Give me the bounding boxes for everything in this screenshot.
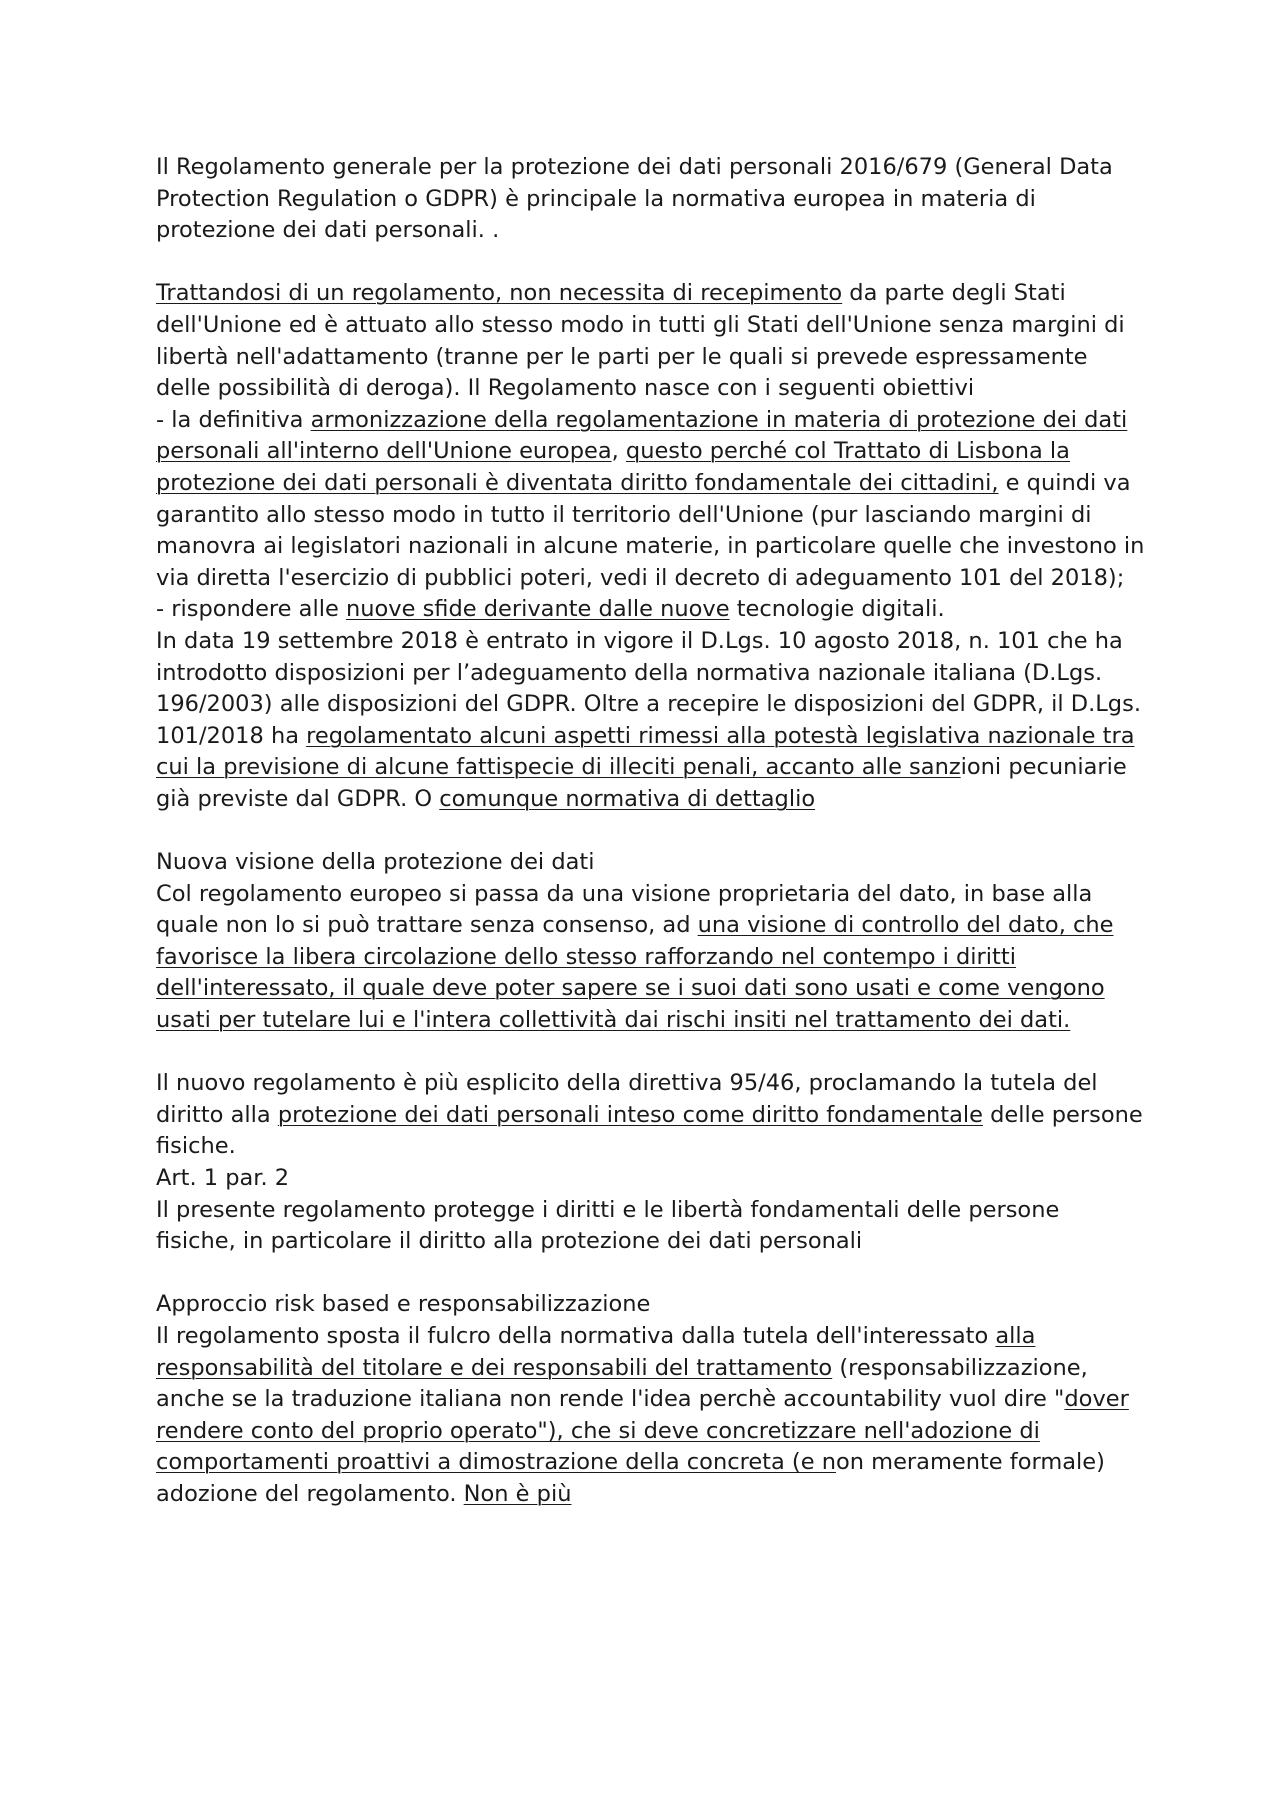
paragraph-risk [156,1321,1146,1511]
paragraph-recepimento [156,278,1146,404]
text-run: on meramente formale) adozione del regolamento. [156,1449,1105,1507]
text-run: Art. 1 par. 2 [156,1165,290,1191]
paragraph-art-1 [156,1163,1146,1195]
paragraph-spacer [156,1037,1146,1069]
paragraph-obiettivo-1 [156,405,1146,595]
document-page [156,152,1146,1511]
underlined-text: protezione dei dati personali inteso come diritto fondamentale [277,1101,983,1128]
underlined-text: una visione di controllo del dato, che favorisce la libera circolazione dello stesso rafforzando nel contempo i diritti dell'interessato, il quale deve poter sapere se i suoi dati sono usati e come vengono usati per tutelare lui e l'intera collettività dai rischi insiti nel trattamento dei dati. [156,912,1114,1034]
paragraph-art-1-text [156,1195,1146,1258]
paragraph-dlgs-101 [156,626,1146,816]
text-run: tecnologie digitali. [729,596,945,623]
text-run: Nuova visione della protezione dei dati [156,849,595,876]
underlined-text: regolamentato alcuni aspetti rimessi alla potestà legislativa nazionale tra cui la previsione di alcune fattispecie di illeciti penali, accanto alle sanz [156,722,1135,781]
text-run: e quindi va garantito allo stesso modo in tutto il territorio dell'Unione (pur lasciando margini di manovra ai legislatori nazionali in alcune materie, in particolare quelle che investono in via diretta l'esercizio di pubblici poteri, vedi il decreto di adeguamento 101 del 2018); [156,469,1145,591]
paragraph-intro [156,152,1146,247]
text-run: ioni pecuniarie già previste dal GDPR. O [156,754,1127,812]
underlined-text: alla responsabilità del titolare e dei responsabili del trattamento [156,1322,1036,1381]
text-run: da parte degli Stati dell'Unione ed è attuato allo stesso modo in tutti gli Stati dell'Unione senza margini di libertà nell'adattamento (tranne per le parti per le quali si prevede espressamente delle possibilità di deroga). Il Regolamento nasce con i seguenti obiettivi [156,280,1125,402]
text-run: Il regolamento sposta il fulcro della normativa dalla tutela dell'interessato [156,1322,996,1349]
underlined-text: armonizzazione della regolamentazione in materia di protezione dei dati personali all'interno dell'Unione europea [156,406,1128,465]
underlined-text: Non è più [463,1480,572,1507]
text-run: In data 19 settembre 2018 è entrato in vigore il D.Lgs. 10 agosto 2018, n. 101 che ha introdotto disposizioni per l’adeguamento della normativa nazionale italiana (D.Lgs. 196/2003) alle disposizioni del GDPR. Oltre a recepire le disposizioni del GDPR, il D.Lgs. 101/2018 ha [156,627,1141,749]
text-run: Il presente regolamento protegge i diritti e le libertà fondamentali delle persone fisiche, in particolare il diritto alla protezione dei dati personali [156,1196,1060,1255]
paragraph-direttiva [156,1068,1146,1163]
text-run: (responsabilizzazione, anche se la traduzione italiana non rende l'idea perchè accountability vuol dire " [156,1354,1088,1413]
paragraph-spacer [156,1258,1146,1290]
paragraph-obiettivo-2 [156,594,1146,626]
underlined-text: dover rendere conto del proprio operato"), che si deve concretizzare nell'adozione di comportamenti proattivi a dimostrazione della concreta (e n [156,1386,1129,1476]
text-run: delle persone fisiche. [156,1101,1143,1160]
underlined-text: comunque normativa di dettaglio [439,785,816,812]
paragraph-nuova-visione-title [156,847,1146,879]
text-run: Il Regolamento generale per la protezione dei dati personali 2016/679 (General Data Protection Regulation o GDPR) è principale la normativa europea in materia di protezione dei dati personali. . [156,154,1113,244]
text-run: , [611,438,626,465]
text-run: Approccio risk based e responsabilizzazione [156,1291,651,1318]
text-run: - rispondere alle [156,596,346,623]
paragraph-spacer [156,815,1146,847]
paragraph-risk-title [156,1289,1146,1321]
underlined-text: Trattandosi di un regolamento, non necessita di recepimento [156,280,843,307]
underlined-text: questo perché col Trattato di Lisbona la protezione dei dati personali è diventata diritto fondamentale dei cittadini, [156,438,1070,496]
text-run: - la definitiva [156,406,311,433]
underlined-text: nuove sfide derivante dalle nuove [345,596,730,623]
text-run: Col regolamento europeo si passa da una visione proprietaria del dato, in base alla quale non lo si può trattare senza consenso, ad [156,880,1093,939]
paragraph-spacer [156,247,1146,279]
text-run: Il nuovo regolamento è più esplicito della direttiva 95/46, proclamando la tutela del diritto alla [156,1070,1098,1128]
paragraph-nuova-visione [156,879,1146,1037]
